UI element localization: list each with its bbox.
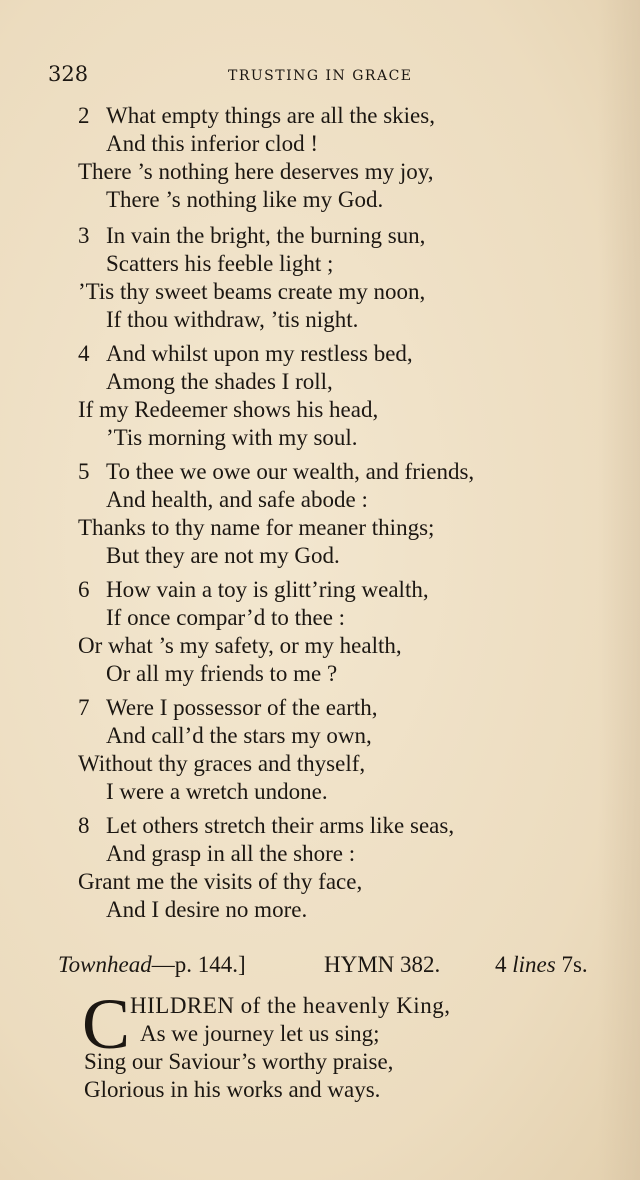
verse-number: 2: [78, 103, 90, 128]
verse-line: And I desire no more.: [106, 897, 308, 922]
verse-line: Without thy graces and thyself,: [78, 751, 366, 776]
verse-line: And health, and safe abode :: [106, 487, 368, 512]
verse-line: And call’d the stars my own,: [106, 723, 372, 748]
hymn-metre: 4 lines 7s.: [495, 952, 588, 977]
verse-line: 3 In vain the bright, the burning sun,: [78, 223, 426, 248]
verse-line: If once compar’d to thee :: [106, 605, 346, 630]
verse-line: There ’s nothing here deserves my joy,: [78, 159, 434, 184]
hymn-heading: [58, 952, 618, 978]
verse-line: 2 What empty things are all the skies,: [78, 103, 435, 128]
verse-line: If thou withdraw, ’tis night.: [106, 307, 359, 332]
tune-name: Townhead: [58, 952, 152, 977]
verse-line: Thanks to thy name for meaner things;: [78, 515, 435, 540]
verse-line: 6 How vain a toy is glitt’ring wealth,: [78, 577, 429, 602]
verse-number: 6: [78, 577, 90, 602]
verse-line: If my Redeemer shows his head,: [78, 397, 379, 422]
verse-line: Scatters his feeble light ;: [106, 251, 334, 276]
verse-line: 7 Were I possessor of the earth,: [78, 695, 378, 720]
drop-cap: C: [82, 984, 131, 1064]
verse-line: 5 To thee we owe our wealth, and friends,: [78, 459, 475, 484]
verse-line: Grant me the visits of thy face,: [78, 869, 363, 894]
verse-line: Or what ’s my safety, or my health,: [78, 633, 402, 658]
page-header: [48, 62, 588, 92]
verse-line: Among the shades I roll,: [106, 369, 333, 394]
hymn-title: HYMN 382.: [324, 952, 441, 977]
verse-line: 8 Let others stretch their arms like seas,: [78, 813, 455, 838]
verse-line: There ’s nothing like my God.: [106, 187, 384, 212]
verse-line: And grasp in all the shore :: [106, 841, 356, 866]
tune-reference: —p. 144.]: [151, 952, 246, 977]
verse-number: 7: [78, 695, 90, 720]
verse-number: 8: [78, 813, 90, 838]
verse-line: I were a wretch undone.: [106, 779, 328, 804]
running-head: TRUSTING IN GRACE: [228, 68, 413, 84]
verse-line: But they are not my God.: [106, 543, 340, 568]
page-edge-shadow: [598, 0, 640, 1180]
verse-number: 3: [78, 223, 90, 248]
verse-line: Or all my friends to me ?: [106, 661, 338, 686]
verse-line: And this inferior clod !: [106, 131, 319, 156]
verse-line: ’Tis thy sweet beams create my noon,: [78, 279, 426, 304]
verse-number: 5: [78, 459, 90, 484]
verse-line: ’Tis morning with my soul.: [106, 425, 358, 450]
hymn-line: HILDREN of the heavenly King,: [130, 993, 451, 1018]
hymn-line: As we journey let us sing;: [140, 1021, 380, 1046]
verse-number: 4: [78, 341, 90, 366]
hymn-line: Sing our Saviour’s worthy praise,: [84, 1049, 394, 1074]
verse-line: 4 And whilst upon my restless bed,: [78, 341, 413, 366]
hymn-line: Glorious in his works and ways.: [84, 1077, 381, 1102]
page-number: 328: [48, 62, 89, 86]
